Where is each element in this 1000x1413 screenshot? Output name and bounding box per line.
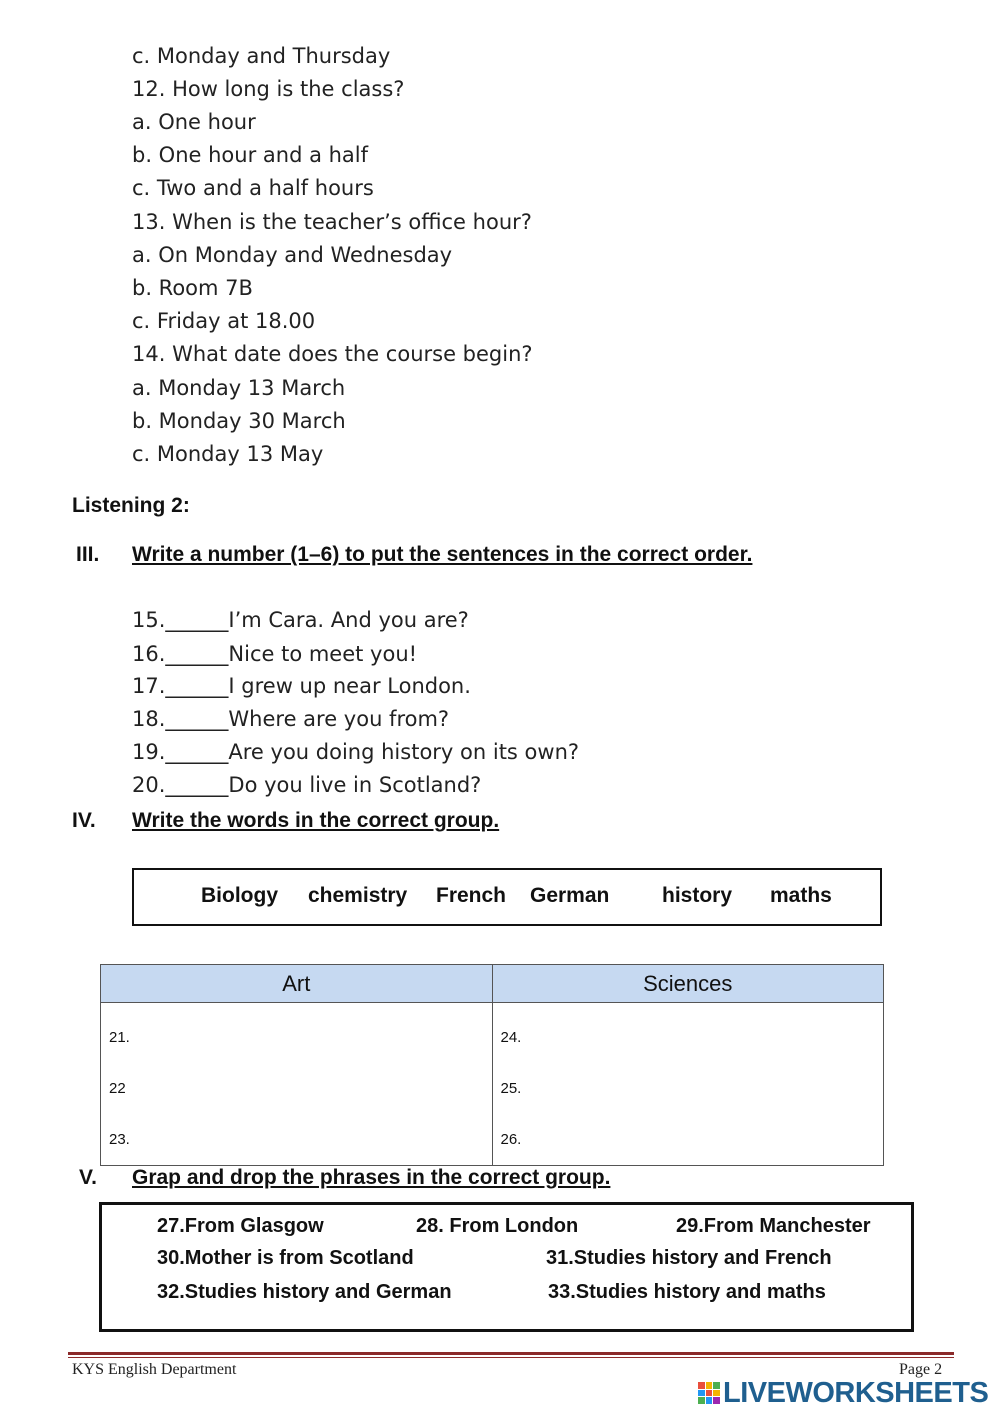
word-bank-item[interactable]: Biology <box>201 884 278 907</box>
draggable-phrase[interactable]: 28. From London <box>416 1215 579 1237</box>
liveworksheets-wordmark: LIVEWORKSHEETS <box>723 1376 989 1409</box>
answer-option: c. Monday and Thursday <box>132 44 391 68</box>
liveworksheets-logo <box>698 1377 988 1409</box>
section-3-numeral: III. <box>76 543 100 566</box>
column-header-sciences: Sciences <box>492 965 884 1003</box>
question: 13. When is the teacher’s office hour? <box>132 210 532 234</box>
answer-option: a. One hour <box>132 110 256 134</box>
draggable-phrase[interactable]: 31.Studies history and French <box>546 1247 832 1269</box>
answer-option: b. Room 7B <box>132 276 253 300</box>
word-bank-item[interactable]: French <box>436 884 507 907</box>
order-sentence[interactable]: 20.______Do you live in Scotland? <box>132 773 482 797</box>
footer-rule-thin <box>68 1357 954 1358</box>
answer-cell[interactable]: 26. <box>492 1114 884 1166</box>
word-bank-item[interactable]: history <box>662 884 733 907</box>
page-number: Page 2 <box>899 1361 943 1378</box>
footer-rule <box>68 1352 954 1355</box>
answer-cell[interactable]: 24. <box>492 1003 884 1064</box>
question: 12. How long is the class? <box>132 77 405 101</box>
footer-department: KYS English Department <box>72 1361 237 1378</box>
order-sentence[interactable]: 19.______Are you doing history on its own? <box>132 740 580 764</box>
liveworksheets-grid-icon <box>698 1382 720 1404</box>
word-group-table <box>100 964 884 1166</box>
draggable-phrase[interactable]: 33.Studies history and maths <box>548 1281 826 1303</box>
answer-cell[interactable]: 22 <box>101 1063 493 1114</box>
section-4-title: Write the words in the correct group. <box>132 809 500 832</box>
order-sentence[interactable]: 15.______I’m Cara. And you are? <box>132 608 469 632</box>
answer-option: c. Monday 13 May <box>132 442 324 466</box>
order-sentence[interactable]: 18.______Where are you from? <box>132 707 450 731</box>
word-bank-item[interactable]: chemistry <box>308 884 408 907</box>
word-bank-item[interactable]: maths <box>770 884 832 907</box>
section-5-numeral: V. <box>79 1166 97 1189</box>
question: 14. What date does the course begin? <box>132 342 533 366</box>
order-sentence[interactable]: 16.______Nice to meet you! <box>132 642 418 666</box>
draggable-phrase[interactable]: 27.From Glasgow <box>157 1215 324 1237</box>
answer-option: c. Two and a half hours <box>132 176 374 200</box>
answer-option: b. One hour and a half <box>132 143 369 167</box>
listening-2-label: Listening 2: <box>72 494 190 517</box>
section-5-title: Grap and drop the phrases in the correct group. <box>132 1166 611 1189</box>
column-header-art: Art <box>101 965 493 1003</box>
answer-option: c. Friday at 18.00 <box>132 309 316 333</box>
answer-option: b. Monday 30 March <box>132 409 346 433</box>
section-3-title: Write a number (1–6) to put the sentences in the correct order. <box>132 543 753 566</box>
answer-option: a. Monday 13 March <box>132 376 346 400</box>
answer-cell[interactable]: 25. <box>492 1063 884 1114</box>
answer-cell[interactable]: 23. <box>101 1114 493 1166</box>
answer-option: a. On Monday and Wednesday <box>132 243 453 267</box>
section-4-numeral: IV. <box>72 809 96 832</box>
draggable-phrase[interactable]: 29.From Manchester <box>676 1215 871 1237</box>
order-sentence[interactable]: 17.______I grew up near London. <box>132 674 471 698</box>
draggable-phrase[interactable]: 32.Studies history and German <box>157 1281 452 1303</box>
word-bank-item[interactable]: German <box>530 884 610 907</box>
draggable-phrase[interactable]: 30.Mother is from Scotland <box>157 1247 414 1269</box>
answer-cell[interactable]: 21. <box>101 1003 493 1064</box>
